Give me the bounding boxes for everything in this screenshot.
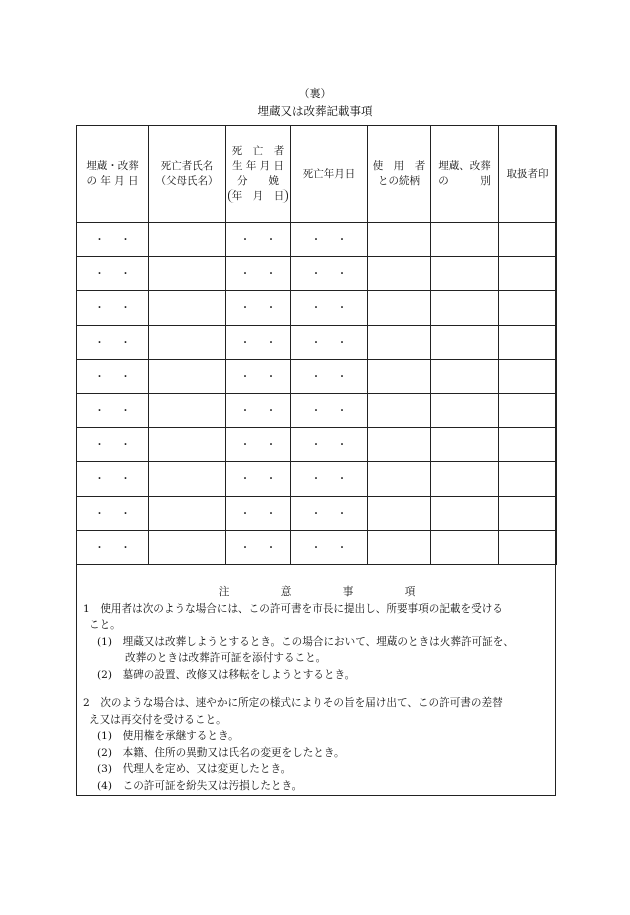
- table-cell[interactable]: [499, 257, 557, 291]
- table-cell[interactable]: [149, 462, 226, 496]
- table-cell[interactable]: [499, 291, 557, 325]
- date-separator-dot: ・: [239, 370, 251, 383]
- date-separator-dot: ・: [239, 234, 251, 247]
- table-cell[interactable]: [291, 223, 368, 257]
- table-cell[interactable]: [431, 325, 499, 359]
- date-separator-dot: ・: [336, 302, 348, 315]
- table-row: [77, 393, 557, 427]
- table-cell[interactable]: [226, 223, 291, 257]
- page-title: 埋蔵又は改葬記載事項: [257, 104, 373, 118]
- table-cell[interactable]: [431, 393, 499, 427]
- table-cell[interactable]: [77, 223, 149, 257]
- col-handler-seal-header: 取扱者印: [499, 126, 557, 223]
- date-separator-dot: ・: [94, 234, 105, 247]
- table-cell[interactable]: [291, 428, 368, 462]
- date-separator-dot: ・: [120, 370, 131, 383]
- notes-heading: 注 意 事 項: [218, 586, 416, 598]
- table-cell[interactable]: [499, 223, 557, 257]
- date-separator-dot: ・: [94, 302, 105, 315]
- note-item-2: 2 次のような場合は、速やかに所定の様式によりその旨を届け出て、この許可書の差替: [83, 697, 503, 709]
- date-separator-dot: ・: [120, 268, 131, 281]
- date-separator-dot: ・: [120, 473, 131, 486]
- date-separator-dot: ・: [94, 473, 105, 486]
- date-separator-dot: ・: [310, 541, 322, 554]
- table-cell[interactable]: [431, 291, 499, 325]
- table-header-row: [77, 126, 557, 223]
- table-cell[interactable]: [499, 496, 557, 530]
- date-separator-dot: ・: [310, 302, 322, 315]
- col-birth-date-header: 死 亡 者 生 年 月 日 分 娩 年 月 日: [226, 126, 291, 223]
- date-separator-dot: ・: [239, 507, 251, 520]
- date-separator-dot: ・: [336, 439, 348, 452]
- table-row: [77, 291, 557, 325]
- date-separator-dot: ・: [94, 507, 105, 520]
- note-item-2-cont: え又は再交付を受けること。: [89, 713, 227, 726]
- table-cell[interactable]: [149, 496, 226, 530]
- date-separator-dot: ・: [265, 405, 277, 418]
- date-separator-dot: ・: [94, 405, 105, 418]
- table-cell[interactable]: [77, 428, 149, 462]
- table-cell[interactable]: [291, 257, 368, 291]
- table-cell[interactable]: [431, 530, 499, 564]
- table-cell[interactable]: [149, 257, 226, 291]
- table-cell[interactable]: [499, 393, 557, 427]
- table-cell[interactable]: [226, 393, 291, 427]
- table-cell[interactable]: [499, 462, 557, 496]
- col-relationship-header: 使 用 者 との続柄: [368, 126, 431, 223]
- table-body: [77, 223, 557, 565]
- date-separator-dot: ・: [336, 234, 348, 247]
- date-separator-dot: ・: [336, 268, 348, 281]
- date-separator-dot: ・: [120, 336, 131, 349]
- table-cell[interactable]: [431, 428, 499, 462]
- table-cell[interactable]: [149, 428, 226, 462]
- table-cell[interactable]: [77, 359, 149, 393]
- date-separator-dot: ・: [265, 541, 277, 554]
- table-cell[interactable]: [149, 223, 226, 257]
- table-cell[interactable]: [226, 462, 291, 496]
- date-separator-dot: ・: [120, 507, 131, 520]
- date-separator-dot: ・: [94, 370, 105, 383]
- form-box: [76, 125, 556, 796]
- col-type-header: 埋蔵、改葬 の 別: [431, 126, 499, 223]
- date-separator-dot: ・: [239, 439, 251, 452]
- date-separator-dot: ・: [120, 234, 131, 247]
- table-row: [77, 496, 557, 530]
- burial-record-table: [76, 125, 557, 565]
- table-cell[interactable]: [149, 530, 226, 564]
- date-separator-dot: ・: [239, 302, 251, 315]
- table-cell[interactable]: [291, 325, 368, 359]
- date-separator-dot: ・: [310, 507, 322, 520]
- date-separator-dot: ・: [336, 405, 348, 418]
- date-separator-dot: ・: [239, 268, 251, 281]
- note-item-2-sub-3: (3) 代理人を定め、又は変更したとき。: [97, 763, 292, 775]
- table-cell[interactable]: [226, 257, 291, 291]
- table-cell[interactable]: [77, 325, 149, 359]
- date-separator-dot: ・: [265, 302, 277, 315]
- table-cell[interactable]: [499, 359, 557, 393]
- table-cell[interactable]: [77, 462, 149, 496]
- table-cell[interactable]: [431, 496, 499, 530]
- date-separator-dot: ・: [310, 336, 322, 349]
- date-separator-dot: ・: [310, 439, 322, 452]
- table-cell[interactable]: [291, 462, 368, 496]
- table-row: [77, 530, 557, 564]
- table-cell[interactable]: [291, 496, 368, 530]
- table-cell[interactable]: [499, 428, 557, 462]
- date-separator-dot: ・: [265, 336, 277, 349]
- table-cell[interactable]: [226, 291, 291, 325]
- table-cell[interactable]: [226, 496, 291, 530]
- table-cell[interactable]: [368, 291, 431, 325]
- table-cell[interactable]: [431, 257, 499, 291]
- table-row: [77, 325, 557, 359]
- table-cell[interactable]: [149, 359, 226, 393]
- date-separator-dot: ・: [265, 370, 277, 383]
- note-item-1-sub-1: (1) 埋蔵又は改葬しようとするとき。この場合において、埋蔵のときは火葬許可証を、: [97, 635, 514, 648]
- table-cell[interactable]: [499, 530, 557, 564]
- date-separator-dot: ・: [265, 234, 277, 247]
- table-cell[interactable]: [368, 530, 431, 564]
- date-separator-dot: ・: [310, 234, 322, 247]
- date-separator-dot: ・: [336, 541, 348, 554]
- date-separator-dot: ・: [336, 336, 348, 349]
- table-cell[interactable]: [291, 393, 368, 427]
- date-separator-dot: ・: [310, 268, 322, 281]
- table-cell[interactable]: [368, 428, 431, 462]
- table-cell[interactable]: [291, 359, 368, 393]
- table-row: [77, 359, 557, 393]
- date-separator-dot: ・: [120, 405, 131, 418]
- table-cell[interactable]: [226, 530, 291, 564]
- table-cell[interactable]: [77, 291, 149, 325]
- table-cell[interactable]: [368, 393, 431, 427]
- table-row: [77, 223, 557, 257]
- table-cell[interactable]: [368, 462, 431, 496]
- date-separator-dot: ・: [310, 405, 322, 418]
- date-separator-dot: ・: [336, 507, 348, 520]
- date-separator-dot: ・: [239, 541, 251, 554]
- note-item-2-sub-4: (4) この許可証を紛失又は汚損したとき。: [97, 779, 303, 792]
- table-cell[interactable]: [368, 359, 431, 393]
- table-cell[interactable]: [77, 530, 149, 564]
- note-item-1-sub-1-cont: 改葬のときは改葬許可証を添付すること。: [125, 652, 327, 664]
- table-cell[interactable]: [77, 257, 149, 291]
- note-item-1: 1 使用者は次のような場合には、この許可書を市長に提出し、所要事項の記載を受ける: [83, 602, 503, 615]
- table-cell[interactable]: [291, 530, 368, 564]
- page-side-label: （裏）: [298, 87, 332, 100]
- table-cell[interactable]: [226, 325, 291, 359]
- date-separator-dot: ・: [265, 268, 277, 281]
- date-separator-dot: ・: [94, 439, 105, 452]
- date-separator-dot: ・: [94, 541, 105, 554]
- date-separator-dot: ・: [310, 473, 322, 486]
- col-deceased-name-header: 死亡者氏名 （父母氏名）: [149, 126, 226, 223]
- date-separator-dot: ・: [120, 302, 131, 315]
- table-cell[interactable]: [149, 291, 226, 325]
- table-cell[interactable]: [431, 462, 499, 496]
- note-item-2-sub-2: (2) 本籍、住所の異動又は氏名の変更をしたとき。: [97, 746, 345, 759]
- table-cell[interactable]: [368, 223, 431, 257]
- table-cell[interactable]: [149, 393, 226, 427]
- table-cell[interactable]: [368, 325, 431, 359]
- date-separator-dot: ・: [94, 336, 105, 349]
- table-cell[interactable]: [149, 325, 226, 359]
- table-cell[interactable]: [499, 325, 557, 359]
- table-row: [77, 428, 557, 462]
- note-item-2-sub-1: (1) 使用権を承継するとき。: [97, 730, 239, 742]
- table-cell[interactable]: [368, 257, 431, 291]
- table-cell[interactable]: [431, 223, 499, 257]
- date-separator-dot: ・: [94, 268, 105, 281]
- table-cell[interactable]: [77, 496, 149, 530]
- date-separator-dot: ・: [120, 439, 131, 452]
- col-burial-date-header: 埋蔵・改葬 の 年 月 日: [77, 126, 149, 223]
- date-separator-dot: ・: [336, 370, 348, 383]
- table-row: [77, 257, 557, 291]
- note-item-1-sub-2: (2) 墓碑の設置、改修又は移転をしようとするとき。: [97, 668, 356, 681]
- date-separator-dot: ・: [310, 370, 322, 383]
- date-separator-dot: ・: [239, 336, 251, 349]
- note-item-1-cont: こと。: [89, 619, 121, 631]
- table-row: [77, 462, 557, 496]
- table-cell[interactable]: [368, 496, 431, 530]
- table-cell[interactable]: [291, 291, 368, 325]
- notes-section: [77, 580, 557, 794]
- date-separator-dot: ・: [336, 473, 348, 486]
- date-separator-dot: ・: [239, 473, 251, 486]
- date-separator-dot: ・: [265, 507, 277, 520]
- date-separator-dot: ・: [120, 541, 131, 554]
- col-death-date-header: 死亡年月日: [291, 126, 368, 223]
- table-cell[interactable]: [77, 393, 149, 427]
- table-cell[interactable]: [226, 428, 291, 462]
- table-cell[interactable]: [431, 359, 499, 393]
- table-cell[interactable]: [226, 359, 291, 393]
- date-separator-dot: ・: [239, 405, 251, 418]
- date-separator-dot: ・: [265, 439, 277, 452]
- date-separator-dot: ・: [265, 473, 277, 486]
